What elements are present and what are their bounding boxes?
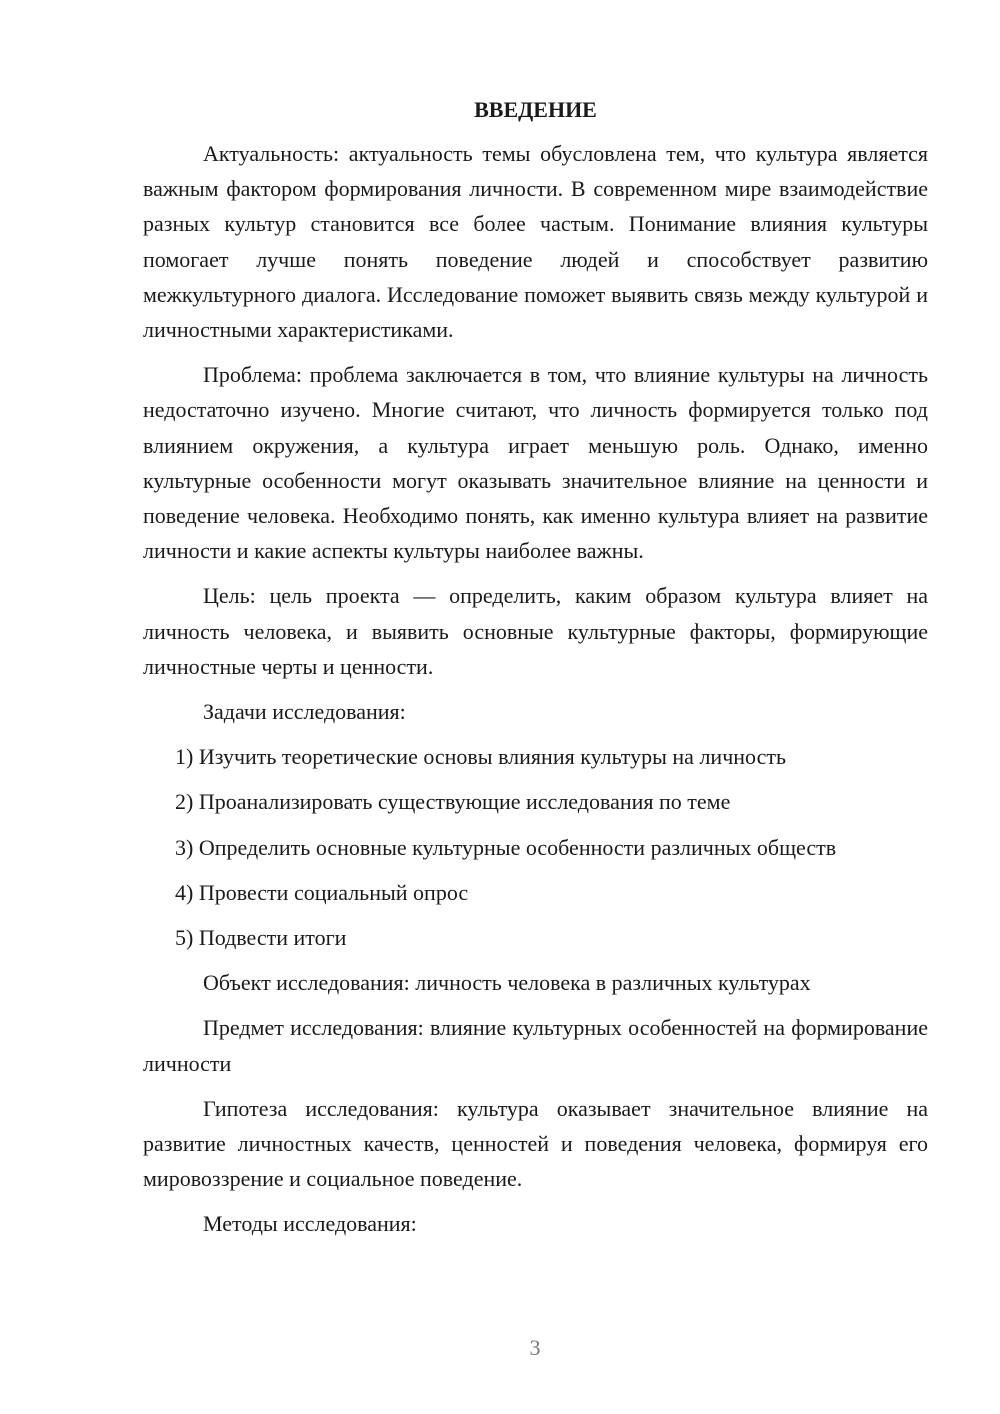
task-item: 1) Изучить теоретические основы влияния культуры на личность — [175, 744, 786, 770]
document-page — [143, 94, 928, 1252]
object-paragraph: Объект исследования: личность человека в различных культурах — [203, 970, 811, 996]
goal-paragraph: Цель: цель проекта — определить, каким образом культура влияет на личность человека, и выявить основные культурные факторы, формирующие личностные черты и ценности. — [143, 583, 928, 679]
section-title: ВВЕДЕНИЕ — [474, 97, 597, 122]
task-item: 5) Подвести итоги — [175, 925, 347, 951]
problem-paragraph: Проблема: проблема заключается в том, что влияние культуры на личность недостаточно изучено. Многие считают, что личность формируется только под влиянием окружения, а культура играет меньшую роль. Однако, именно культурные особенности могут оказывать значительное влияние на ценности и поведение человека. Необходимо понять, как именно культура влияет на развитие личности и какие аспекты культуры наиболее важны. — [143, 362, 928, 564]
tasks-heading: Задачи исследования: — [203, 699, 406, 725]
task-item: 2) Проанализировать существующие исследования по теме — [175, 789, 731, 815]
hypothesis-paragraph: Гипотеза исследования: культура оказывает значительное влияние на развитие личностных качеств, ценностей и поведения человека, формируя его мировоззрение и социальное поведение. — [143, 1095, 928, 1192]
page-number: 3 — [529, 1335, 541, 1360]
task-list — [143, 739, 928, 955]
relevance-paragraph: Актуальность: актуальность темы обусловлена тем, что культура является важным фактором формирования личности. В современном мире взаимодействие разных культур становится все более частым. Понимание влияния культуры помогает лучше понять поведение людей и способствует развитию межкультурного диалога. Исследование поможет выявить связь между культурой и личностными характеристиками. — [143, 141, 928, 343]
subject-paragraph: Предмет исследования: влияние культурных особенностей на формирование личности — [143, 1015, 928, 1076]
task-item: 3) Определить основные культурные особенности различных обществ — [175, 834, 837, 860]
task-item: 4) Провести социальный опрос — [175, 879, 469, 905]
methods-heading: Методы исследования: — [203, 1211, 417, 1237]
